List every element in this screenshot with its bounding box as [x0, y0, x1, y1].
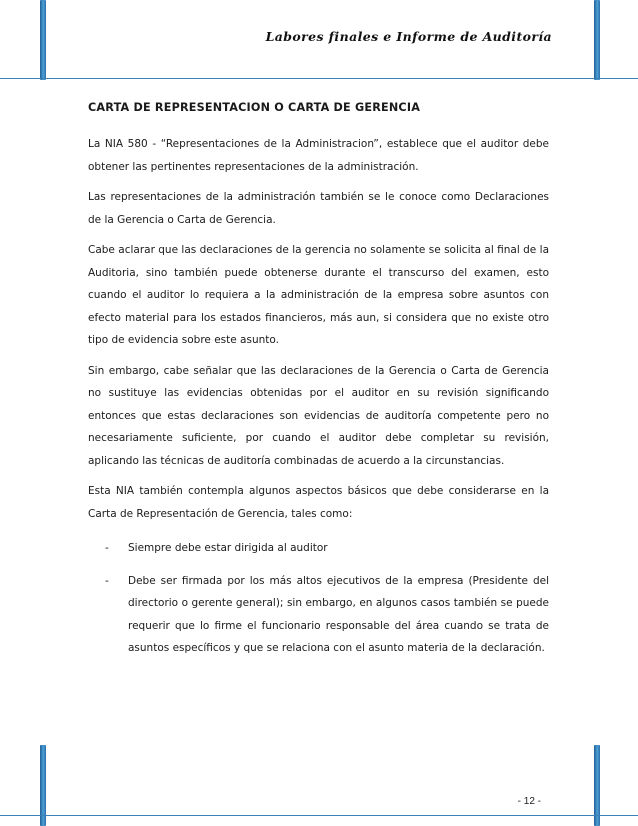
- section-heading: CARTA DE REPRESENTACION O CARTA DE GERENCIA: [88, 101, 421, 114]
- left-top-bar: [40, 0, 46, 80]
- header-title: Labores finales e Informe de Auditoría: [265, 29, 552, 44]
- paragraph: Cabe aclarar que las declaraciones de la gerencia no solamente se solicita al final de la Auditoria, sino también puede obtenerse durante el transcurso del examen, esto cuando el auditor lo requiera a la administración de la empresa sobre asuntos con efecto material para los estados financieros, más aun, si considera que no existe otro tipo de evidencia sobre este asunto.: [88, 244, 549, 346]
- list-item: [88, 570, 549, 660]
- right-bottom-bar: [594, 745, 600, 826]
- right-top-bar: [594, 0, 600, 80]
- list-marker: -: [105, 542, 109, 554]
- paragraph: Esta NIA también contempla algunos aspectos básicos que debe considerarse en la Carta de Representación de Gerencia, tales como:: [88, 485, 549, 520]
- list-item-text: Debe ser firmada por los más altos ejecutivos de la empresa (Presidente del directorio o gerente general); sin embargo, en algunos casos también se puede requerir que lo firme el funcionario responsable del área cuando se trata de asuntos específicos y que se relaciona con el asunto materia de la declaración.: [128, 574, 549, 654]
- list-item: [88, 537, 549, 560]
- paragraph: La NIA 580 - “Representaciones de la Administracion”, establece que el auditor debe obtener las pertinentes representaciones de la administración.: [88, 138, 549, 173]
- list-item-text: Siempre debe estar dirigida al auditor: [128, 542, 328, 554]
- header-rule: [0, 78, 638, 79]
- left-bottom-bar: [40, 745, 46, 826]
- page-content: [88, 101, 549, 670]
- list-marker: -: [105, 574, 109, 587]
- page-number: - 12 -: [517, 796, 541, 807]
- footer-rule: [0, 815, 638, 816]
- paragraph: Las representaciones de la administración también se le conoce como Declaraciones de la Gerencia o Carta de Gerencia.: [88, 191, 549, 226]
- paragraph: Sin embargo, cabe señalar que las declaraciones de la Gerencia o Carta de Gerencia no sustituye las evidencias obtenidas por el auditor en su revisión significando entonces que estas declaraciones son evidencias de auditoría competente pero no necesariamente suficiente, por cuando el auditor debe completar su revisión, aplicando las técnicas de auditoría combinadas de acuerdo a la circunstancias.: [88, 364, 549, 467]
- requirements-list: [88, 537, 549, 660]
